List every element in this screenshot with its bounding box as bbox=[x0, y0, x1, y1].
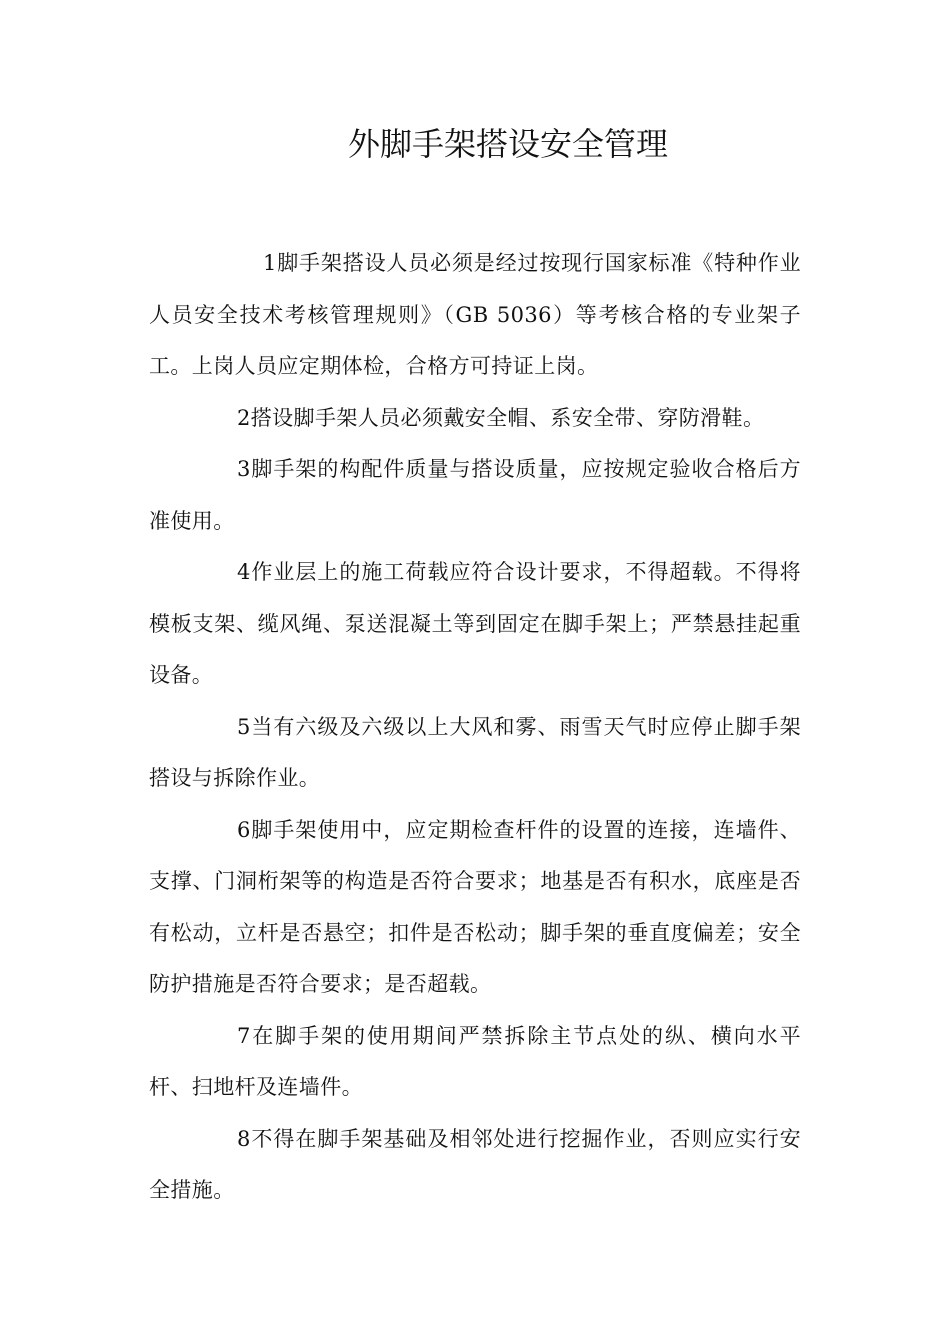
paragraph-8: 8不得在脚手架基础及相邻处进行挖掘作业，否则应实行安全措施。 bbox=[149, 1126, 801, 1202]
document-body bbox=[149, 238, 801, 1217]
paragraph-2: 2搭设脚手架人员必须戴安全帽、系安全带、穿防滑鞋。 bbox=[237, 405, 765, 430]
document-title: 外脚手架搭设安全管理 bbox=[347, 125, 668, 163]
paragraph-4: 4作业层上的施工荷载应符合设计要求，不得超载。不得将模板支架、缆风绳、泵送混凝土等到固定在脚手架上；严禁悬挂起重设备。 bbox=[149, 560, 801, 687]
paragraph-7: 7在脚手架的使用期间严禁拆除主节点处的纵、横向水平杆、扫地杆及连墙件。 bbox=[149, 1023, 801, 1099]
paragraph-3: 3脚手架的构配件质量与搭设质量，应按规定验收合格后方准使用。 bbox=[149, 457, 801, 533]
paragraph-5: 5当有六级及六级以上大风和雾、雨雪天气时应停止脚手架搭设与拆除作业。 bbox=[149, 714, 801, 790]
paragraph-6: 6脚手架使用中，应定期检查杆件的设置的连接，连墙件、支撑、门洞桁架等的构造是否符合要求；地基是否有积水，底座是否有松动，立杆是否悬空；扣件是否松动；脚手架的垂直度偏差；安全防护措施是否符合要求；是否超载。 bbox=[149, 817, 801, 996]
paragraph-1: 1脚手架搭设人员必须是经过按现行国家标准《特种作业人员安全技术考核管理规则》（GB 5036）等考核合格的专业架子工。上岗人员应定期体检，合格方可持证上岗。 bbox=[149, 251, 801, 378]
